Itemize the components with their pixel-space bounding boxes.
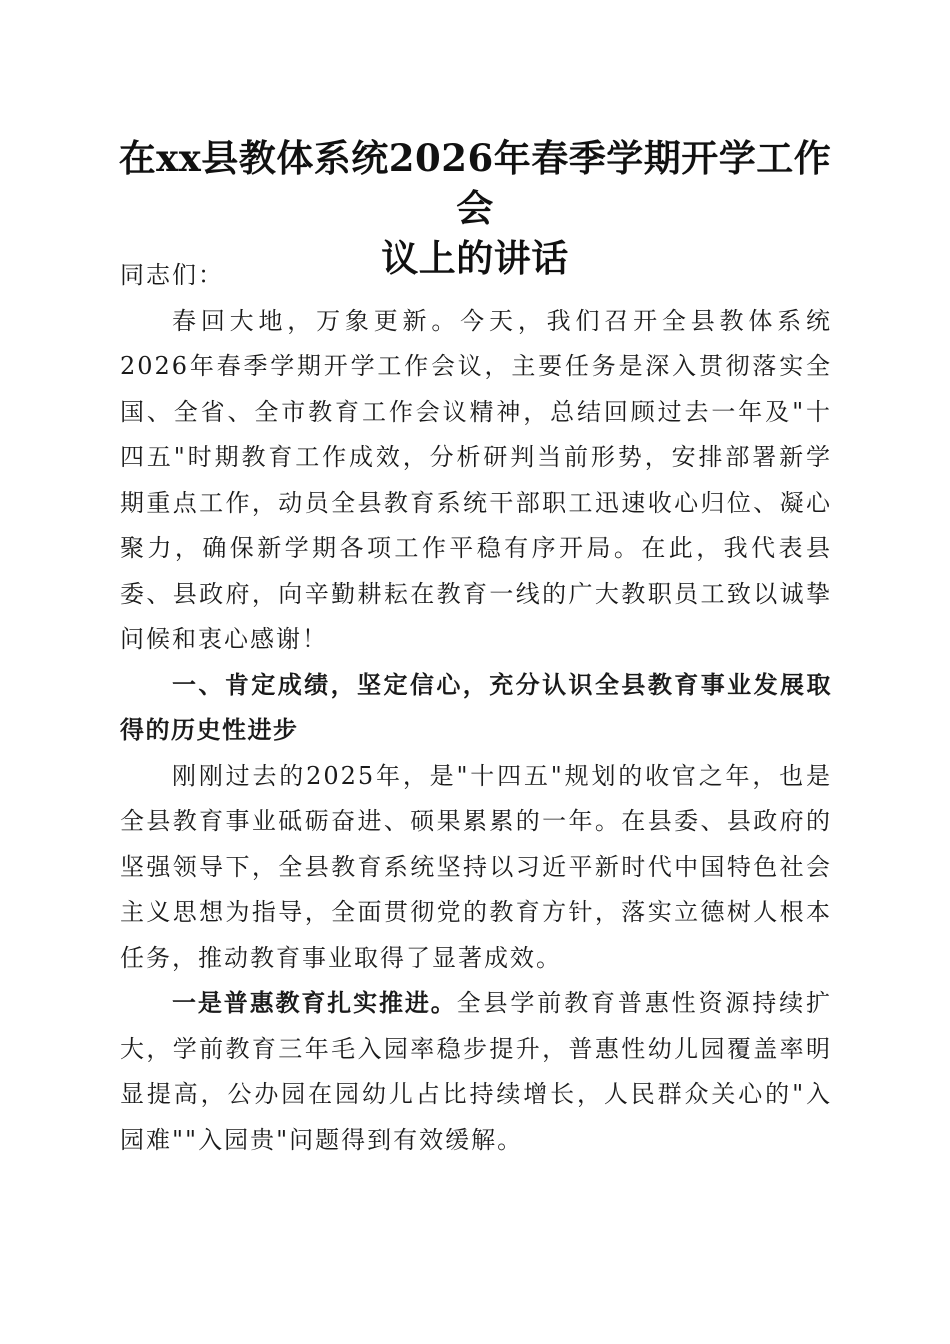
title-line-2: 议上的讲话 [381,236,569,280]
point-1-text: 全县学前教育普惠性资源持续扩大，学前教育三年毛入园率稳步提升，普惠性幼儿园覆盖率明显提高，公办园在园幼儿占比持续增长，人民群众关心的"入园难""入园贵"问题得到有效缓解。 [120,989,832,1154]
section-heading-1: 一、肯定成绩，坚定信心，充分认识全县教育事业发展取得的历史性进步 [120,670,832,744]
salutation: 同志们： [120,261,224,289]
intro-paragraph: 春回大地，万象更新。今天，我们召开全县教体系统2026年春季学期开学工作会议，主要任务是深入贯彻落实全国、全省、全市教育工作会议精神，总结回顾过去一年及"十四五"时期教育工作成效，分析研判当前形势，安排部署新学期重点工作，动员全县教育系统干部职工迅速收心归位、凝心聚力，确保新学期各项工作平稳有序开局。在此，我代表县委、县政府，向辛勤耕耘在教育一线的广大教职员工致以诚挚问候和衷心感谢！ [120,306,832,653]
point-1-paragraph [120,981,832,1163]
document-body [120,253,832,1163]
point-1-lead: 一是普惠教育扎实推进。 [172,989,457,1017]
title-line-1: 在xx县教体系统2026年春季学期开学工作会 [118,136,832,230]
section-1-paragraph: 刚刚过去的2025年，是"十四五"规划的收官之年，也是全县教育事业砥砺奋进、硕果累累的一年。在县委、县政府的坚强领导下，全县教育系统坚持以习近平新时代中国特色社会主义思想为指导，全面贯彻党的教育方针，落实立德树人根本任务，推动教育事业取得了显著成效。 [120,761,832,972]
